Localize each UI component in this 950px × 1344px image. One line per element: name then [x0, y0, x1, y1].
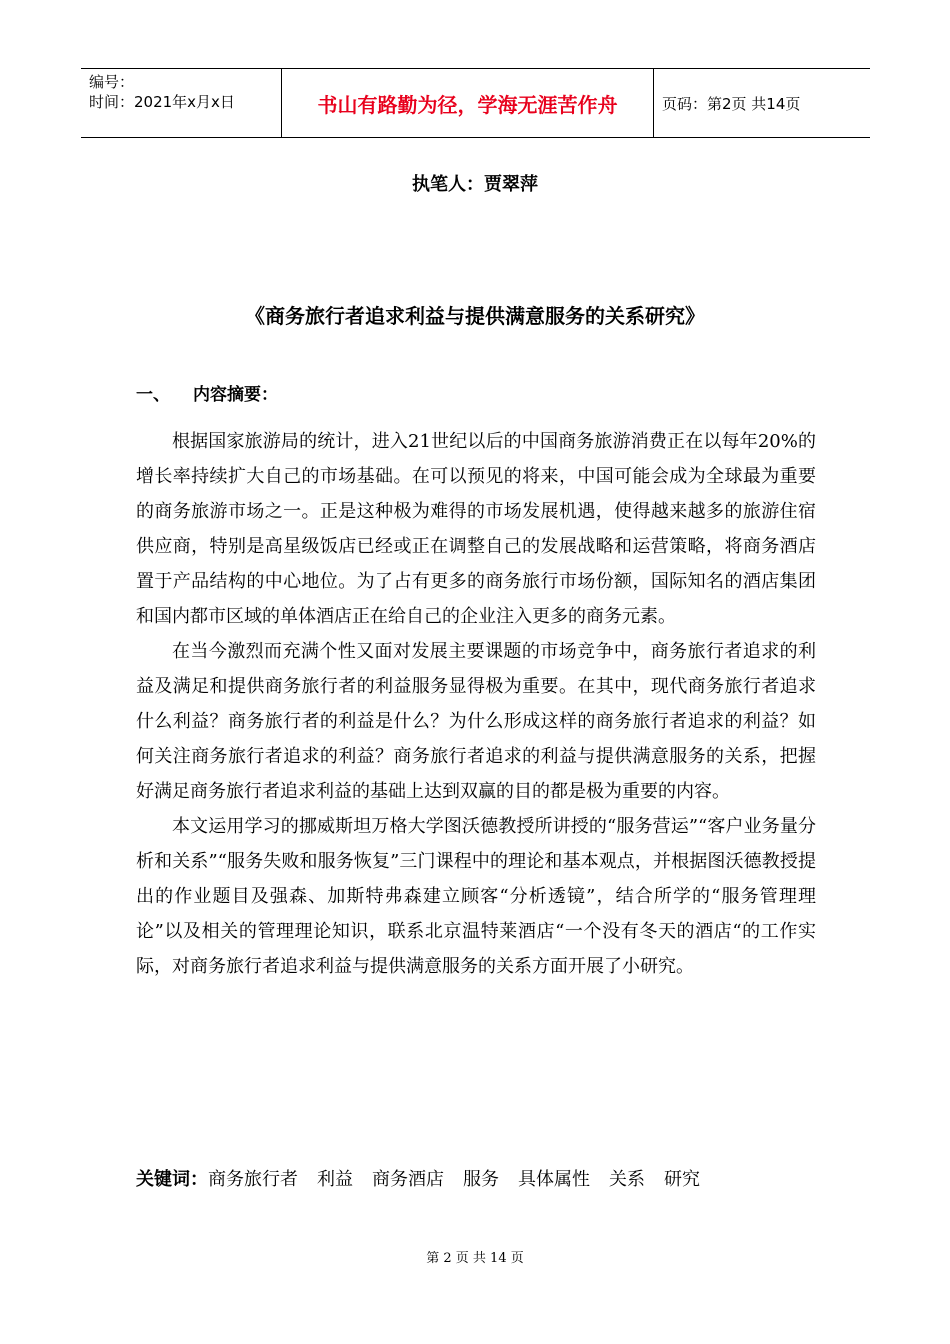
- abstract-body: [136, 424, 816, 984]
- keywords-label: 关键词：: [136, 1169, 208, 1190]
- header-page-info: 页码：第2页 共14页: [662, 94, 801, 113]
- number-label: 编号：: [89, 73, 135, 91]
- header-meta: [81, 69, 281, 137]
- keyword: 研究: [664, 1169, 700, 1190]
- paragraph: 本文运用学习的挪威斯坦万格大学图沃德教授所讲授的“服务营运”“客户业务量分析和关系”“服务失败和服务恢复”三门课程中的理论和基本观点，并根据图沃德教授提出的作业题目及强森、加斯特弗森建立顾客“分析透镜”，结合所学的“服务管理理论”以及相关的管理理论知识，联系北京温特莱酒店“一个没有冬天的酒店“的工作实际，对商务旅行者追求利益与提供满意服务的关系方面开展了小研究。: [136, 816, 816, 977]
- keyword: 服务: [463, 1169, 499, 1190]
- keyword: 商务酒店: [372, 1169, 444, 1190]
- section-title: 内容摘要：: [193, 385, 278, 405]
- section-heading: [136, 380, 278, 405]
- author-line: 执笔人：贾翠萍: [412, 174, 538, 195]
- paragraph: 在当今激烈而充满个性又面对发展主要课题的市场竞争中，商务旅行者追求的利益及满足和提供商务旅行者的利益服务显得极为重要。在其中，现代商务旅行者追求什么利益？商务旅行者的利益是什么？为什么形成这样的商务旅行者追求的利益？如何关注商务旅行者追求的利益？商务旅行者追求的利益与提供满意服务的关系，把握好满足商务旅行者追求利益的基础上达到双赢的目的都是极为重要的内容。: [136, 641, 816, 802]
- page-footer: 第 2 页 共 14 页: [426, 1251, 524, 1266]
- document-title: 《商务旅行者追求利益与提供满意服务的关系研究》: [245, 304, 705, 328]
- keyword: 利益: [317, 1169, 353, 1190]
- keyword: 具体属性: [518, 1169, 590, 1190]
- header-motto: 书山有路勤为径，学海无涯苦作舟: [281, 69, 654, 137]
- keywords-line: [136, 1165, 719, 1191]
- paragraph: 根据国家旅游局的统计，进入21世纪以后的中国商务旅游消费正在以每年20%的增长率持续扩大自己的市场基础。在可以预见的将来，中国可能会成为全球最为重要的商务旅游市场之一。正是这种极为难得的市场发展机遇，使得越来越多的旅游住宿供应商，特别是高星级饭店已经或正在调整自己的发展战略和运营策略，将商务酒店置于产品结构的中心地位。为了占有更多的商务旅行市场份额，国际知名的酒店集团和国内都市区域的单体酒店正在给自己的企业注入更多的商务元素。: [136, 431, 816, 627]
- keyword: 关系: [609, 1169, 645, 1190]
- time-label: 时间：2021年x月x日: [89, 93, 235, 111]
- keyword: 商务旅行者: [208, 1169, 298, 1190]
- section-number: 一、: [136, 385, 170, 405]
- document-header: [81, 68, 870, 138]
